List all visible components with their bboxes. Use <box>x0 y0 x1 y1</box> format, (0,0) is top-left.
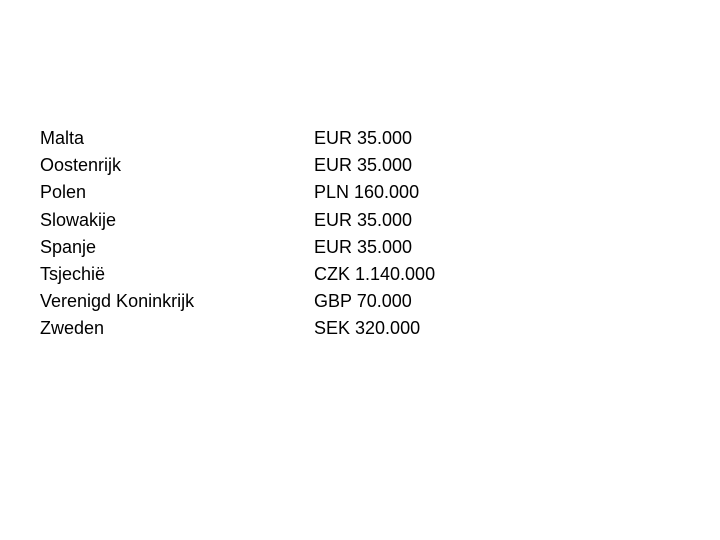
amount-cell: EUR 35.000 <box>314 128 413 148</box>
amount-cell: PLN 160.000 <box>314 182 420 203</box>
table-row <box>40 207 460 234</box>
amount-cell: SEK 320.000 <box>314 318 421 339</box>
country-cell: Verenigd Koninkrijk <box>40 291 195 312</box>
country-cell: Spanje <box>40 236 97 257</box>
amount-cell: GBP 70.000 <box>314 291 412 312</box>
country-cell: Oostenrijk <box>40 155 122 176</box>
country-cell: Tsjechië <box>40 263 106 284</box>
table-row <box>40 179 460 206</box>
country-cell: Polen <box>40 182 87 203</box>
country-cell: Zweden <box>40 318 105 339</box>
country-cell: Malta <box>40 128 85 148</box>
table-row <box>40 125 460 152</box>
amount-cell: EUR 35.000 <box>314 236 413 257</box>
amount-cell: CZK 1.140.000 <box>314 263 436 284</box>
amount-cell: EUR 35.000 <box>314 155 413 176</box>
table-row <box>40 288 460 315</box>
table-row <box>40 261 460 288</box>
table-row <box>40 152 460 179</box>
country-cell: Slowakije <box>40 209 117 230</box>
table-row <box>40 234 460 261</box>
country-amount-table <box>40 125 460 343</box>
amount-cell: EUR 35.000 <box>314 209 413 230</box>
table-row <box>40 315 460 342</box>
